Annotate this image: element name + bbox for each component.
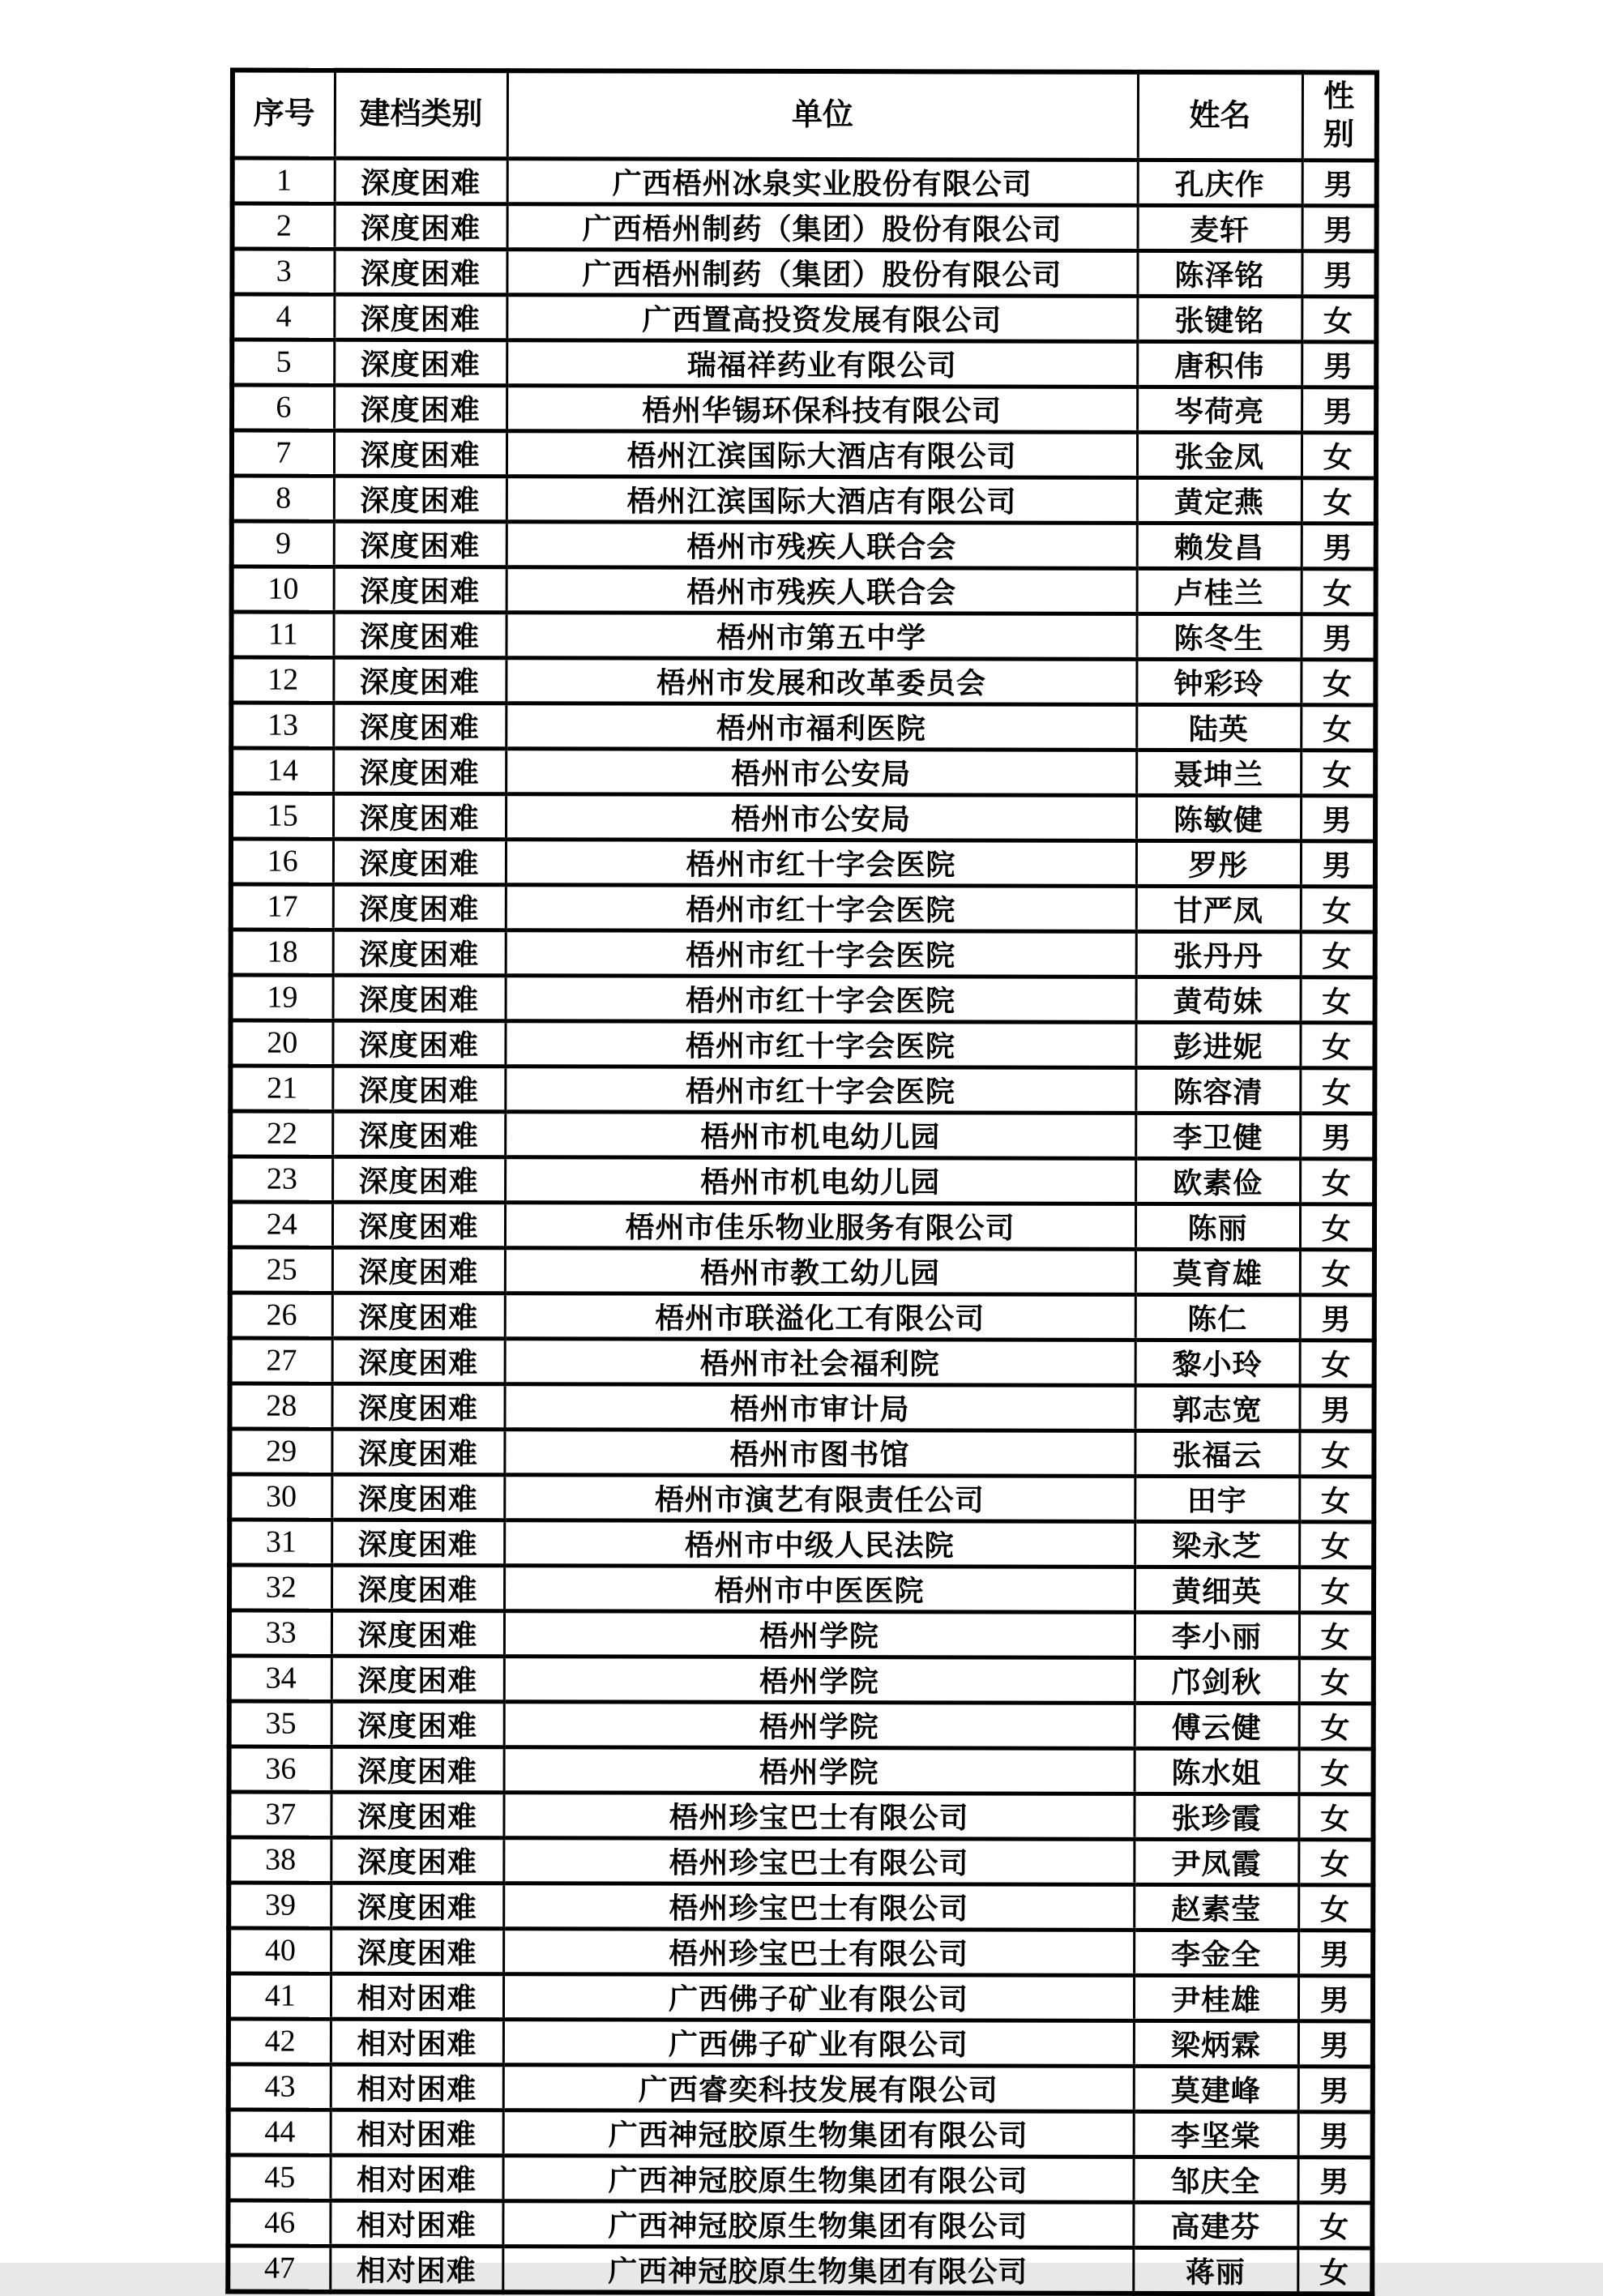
cell-gender: 女 [1299,1567,1374,1612]
cell-category: 深度困难 [331,1565,504,1610]
table-row [230,1066,1374,1114]
cell-category: 相对困难 [331,1973,503,2019]
cell-name: 陆英 [1136,704,1301,750]
cell-category: 深度困难 [331,1383,504,1429]
table-row [229,1474,1374,1522]
cell-name: 莫建峰 [1134,2066,1298,2111]
roster-table [225,68,1379,2296]
cell-gender: 女 [1299,1748,1374,1794]
cell-unit: 梧州市教工幼儿园 [505,1247,1135,1294]
table-row [229,1565,1374,1613]
cell-category: 深度困难 [334,294,507,340]
cell-unit: 广西神冠胶原生物集团有限公司 [502,2246,1133,2293]
cell-index: 8 [232,476,334,521]
cell-index: 38 [229,1837,331,1883]
cell-unit: 广西佛子矿业有限公司 [503,1973,1134,2020]
cell-category: 深度困难 [332,1293,505,1338]
table-row [230,1202,1374,1250]
table-row [228,2155,1372,2203]
cell-name: 赵素莹 [1134,1884,1298,1930]
cell-unit: 梧州市红十字会医院 [506,839,1136,886]
cell-unit: 广西睿奕科技发展有限公司 [503,2064,1134,2111]
cell-name: 卢桂兰 [1137,568,1302,614]
cell-category: 深度困难 [331,1792,503,1837]
cell-index: 39 [229,1883,331,1928]
table-row [230,1020,1374,1068]
cell-name: 罗彤 [1136,840,1301,886]
cell-category: 相对困难 [331,2064,503,2110]
table-row [230,1157,1374,1204]
cell-category: 深度困难 [334,521,507,567]
cell-category: 深度困难 [331,1656,504,1701]
header-name: 姓名 [1138,72,1302,160]
table-row [229,1973,1373,2021]
cell-category: 深度困难 [334,385,507,430]
cell-name: 聂坤兰 [1136,750,1301,795]
cell-name: 钟彩玲 [1136,659,1301,704]
cell-category: 深度困难 [335,158,507,203]
cell-unit: 梧州市演艺有限责任公司 [504,1474,1135,1521]
cell-index: 1 [233,158,335,203]
header-gender: 性别 [1302,72,1377,160]
cell-index: 14 [231,748,333,793]
cell-name: 甘严凤 [1136,886,1301,931]
cell-name: 岑荷亮 [1137,387,1302,432]
cell-gender: 女 [1300,1249,1374,1294]
cell-index: 32 [229,1565,331,1610]
cell-category: 深度困难 [333,612,506,657]
cell-unit: 梧州华锡环保科技有限公司 [507,385,1137,432]
cell-name: 张珍霞 [1134,1794,1298,1839]
cell-category: 相对困难 [330,2246,502,2292]
cell-unit: 梧州市机电幼儿园 [505,1157,1135,1204]
cell-gender: 女 [1299,1612,1374,1657]
cell-gender: 女 [1300,1340,1374,1385]
cell-unit: 梧州市公安局 [506,748,1136,795]
table-row [231,612,1375,660]
table-row [230,1247,1374,1295]
header-category: 建档类别 [335,71,507,158]
cell-gender: 男 [1298,2111,1373,2157]
cell-category: 深度困难 [333,975,506,1020]
cell-name: 黄细英 [1135,1567,1299,1612]
cell-category: 深度困难 [332,1338,505,1383]
cell-category: 深度困难 [334,430,507,476]
cell-unit: 梧州市福利医院 [506,703,1136,750]
cell-name: 孔庆作 [1138,160,1302,205]
cell-unit: 梧州市图书馆 [504,1429,1135,1476]
cell-category: 深度困难 [335,203,507,249]
cell-gender: 女 [1302,432,1376,477]
cell-gender: 女 [1298,1839,1373,1884]
cell-gender: 男 [1301,614,1375,659]
cell-index: 41 [229,1973,331,2019]
cell-index: 15 [231,793,333,839]
cell-name: 黄定燕 [1137,477,1302,523]
cell-index: 34 [229,1656,331,1701]
cell-gender: 女 [1300,1067,1374,1113]
table-row [228,2246,1372,2294]
cell-name: 李金全 [1134,1930,1298,1975]
cell-name: 唐积伟 [1137,341,1302,387]
header-unit: 单位 [507,71,1138,160]
cell-index: 29 [229,1429,331,1474]
roster-table-wrap [225,68,1374,2296]
table-row [229,1837,1373,1885]
cell-category: 深度困难 [332,1066,505,1111]
cell-category: 深度困难 [331,1610,504,1656]
cell-unit: 广西神冠胶原生物集团有限公司 [503,2110,1134,2157]
cell-unit: 瑞福祥药业有限公司 [507,340,1137,387]
table-row [228,2200,1372,2248]
table-row [229,1747,1374,1794]
table-row [229,1656,1374,1704]
cell-unit: 梧州市发展和改革委员会 [506,657,1136,704]
cell-index: 22 [230,1111,332,1157]
table-row [232,476,1376,524]
cell-category: 深度困难 [333,793,506,839]
cell-name: 李小丽 [1135,1612,1299,1657]
cell-category: 深度困难 [333,930,506,975]
cell-name: 陈敏健 [1136,795,1301,840]
cell-name: 高建芬 [1133,2202,1297,2247]
cell-index: 31 [229,1520,331,1565]
cell-name: 莫育雄 [1135,1249,1300,1294]
cell-name: 尹桂雄 [1134,1975,1298,2020]
cell-index: 26 [230,1293,332,1338]
table-row [231,884,1375,932]
header-index: 序号 [233,71,335,158]
cell-unit: 广西梧州制药（集团）股份有限公司 [507,249,1137,296]
cell-gender: 男 [1300,1113,1374,1158]
cell-index: 10 [232,567,334,612]
cell-unit: 梧州珍宝巴士有限公司 [503,1928,1134,1975]
table-row [229,2019,1373,2067]
cell-gender: 女 [1300,1204,1374,1249]
cell-name: 张福云 [1135,1430,1299,1476]
cell-gender: 女 [1301,931,1375,977]
cell-name: 陈冬生 [1136,614,1301,659]
table-row [233,203,1377,251]
cell-index: 11 [231,612,333,657]
cell-index: 47 [228,2246,330,2292]
table-row [229,1701,1374,1749]
cell-gender: 男 [1302,160,1377,205]
cell-gender: 女 [1301,977,1375,1022]
cell-unit: 梧州市机电幼儿园 [505,1111,1135,1158]
table-body [228,158,1377,2294]
table-header [233,71,1377,160]
cell-gender: 女 [1302,296,1376,341]
cell-index: 13 [231,703,333,748]
cell-gender: 女 [1299,1657,1374,1703]
cell-category: 深度困难 [333,703,506,748]
cell-category: 深度困难 [334,340,507,385]
table-row [232,521,1376,569]
cell-gender: 女 [1297,2202,1372,2247]
cell-name: 陈水姐 [1135,1748,1299,1794]
cell-index: 45 [228,2155,330,2200]
table-row [230,1338,1374,1386]
cell-name: 欧素俭 [1135,1158,1300,1204]
table-row [229,2110,1373,2157]
cell-index: 19 [231,975,333,1020]
cell-unit: 梧州市审计局 [504,1383,1135,1430]
cell-name: 李坚棠 [1134,2111,1298,2157]
cell-category: 相对困难 [330,2200,502,2246]
cell-gender: 女 [1299,1430,1374,1476]
cell-index: 4 [232,294,334,340]
cell-unit: 广西梧州制药（集团）股份有限公司 [507,203,1138,250]
cell-index: 43 [229,2064,331,2110]
cell-index: 2 [233,203,335,249]
cell-name: 张金凤 [1137,432,1302,477]
table-row [229,1792,1373,1840]
cell-index: 5 [232,340,334,385]
table-row [232,249,1376,297]
cell-gender: 男 [1300,1294,1374,1340]
table-row [229,1928,1373,1976]
table-row [232,294,1376,342]
cell-gender: 女 [1298,1884,1373,1930]
cell-unit: 梧州市公安局 [506,793,1136,840]
cell-category: 深度困难 [334,249,507,294]
cell-index: 30 [229,1474,331,1520]
cell-unit: 梧州江滨国际大酒店有限公司 [507,476,1137,523]
cell-category: 深度困难 [331,1837,503,1883]
cell-index: 36 [229,1747,331,1792]
cell-name: 陈泽铭 [1137,250,1302,296]
cell-name: 黄苟妹 [1136,977,1301,1022]
cell-unit: 梧州市红十字会医院 [505,1066,1135,1113]
cell-name: 邹庆全 [1133,2157,1297,2202]
cell-gender: 男 [1302,205,1377,250]
cell-name: 麦轩 [1138,205,1302,250]
cell-category: 深度困难 [332,1247,505,1293]
cell-category: 深度困难 [334,567,507,612]
table-row [232,385,1376,433]
cell-gender: 女 [1301,704,1375,750]
cell-unit: 梧州江滨国际大酒店有限公司 [507,430,1137,477]
cell-gender: 男 [1298,2066,1373,2111]
cell-index: 9 [232,521,334,567]
cell-name: 李卫健 [1135,1113,1300,1158]
cell-gender: 男 [1297,2157,1372,2202]
table-row [231,748,1375,796]
cell-category: 深度困难 [333,839,506,884]
cell-index: 3 [232,249,334,294]
cell-name: 陈仁 [1135,1294,1300,1340]
cell-index: 40 [229,1928,331,1973]
cell-gender: 女 [1301,886,1375,931]
cell-name: 邝剑秋 [1135,1657,1299,1703]
cell-index: 16 [231,839,333,884]
cell-category: 深度困难 [331,1747,504,1792]
table-row [230,1111,1374,1159]
cell-unit: 梧州市第五中学 [506,612,1136,659]
cell-category: 深度困难 [333,748,506,793]
cell-index: 37 [229,1792,331,1837]
cell-index: 23 [230,1157,332,1202]
cell-gender: 男 [1298,1930,1373,1975]
cell-gender: 女 [1298,1794,1373,1839]
cell-unit: 梧州市中医医院 [504,1565,1135,1612]
table-row [229,1429,1374,1477]
cell-gender: 女 [1300,1158,1374,1204]
cell-gender: 男 [1302,387,1376,432]
table-row [229,1383,1374,1431]
cell-index: 27 [230,1338,332,1383]
cell-unit: 广西神冠胶原生物集团有限公司 [502,2200,1133,2247]
table-row [230,1293,1374,1340]
cell-unit: 广西置高投资发展有限公司 [507,294,1137,341]
cell-gender: 女 [1299,1521,1374,1567]
cell-unit: 梧州珍宝巴士有限公司 [503,1883,1134,1930]
cell-unit: 梧州市红十字会医院 [506,930,1136,977]
cell-gender: 男 [1298,2020,1373,2066]
cell-category: 深度困难 [333,657,506,703]
cell-name: 尹凤霞 [1134,1839,1298,1884]
cell-unit: 梧州学院 [504,1747,1135,1794]
cell-category: 深度困难 [333,884,506,930]
table-row [232,340,1376,387]
cell-category: 深度困难 [334,476,507,521]
cell-unit: 梧州市社会福利院 [505,1338,1135,1385]
cell-name: 梁炳霖 [1134,2020,1298,2066]
table-row [232,567,1376,614]
cell-index: 35 [229,1701,331,1747]
table-row [232,430,1376,478]
cell-unit: 梧州珍宝巴士有限公司 [503,1837,1134,1884]
table-row [233,158,1377,206]
cell-category: 深度困难 [332,1202,505,1247]
table-row [229,1520,1374,1567]
cell-unit: 梧州市红十字会医院 [506,884,1136,931]
table-row [229,2064,1373,2112]
cell-name: 郭志宽 [1135,1385,1299,1430]
cell-name: 黎小玲 [1135,1340,1300,1385]
header-row [233,71,1377,160]
cell-index: 46 [228,2200,330,2246]
cell-unit: 梧州市残疾人联合会 [507,567,1137,614]
cell-category: 深度困难 [332,1111,505,1157]
cell-category: 深度困难 [331,1520,504,1565]
cell-index: 20 [230,1020,332,1066]
cell-name: 张键铭 [1137,296,1302,341]
cell-gender: 女 [1302,568,1376,614]
table-row [229,1883,1373,1930]
cell-category: 深度困难 [331,1928,503,1973]
cell-gender: 女 [1301,750,1375,795]
cell-gender: 女 [1299,1476,1374,1521]
cell-unit: 广西梧州冰泉实业股份有限公司 [507,158,1138,205]
cell-unit: 广西神冠胶原生物集团有限公司 [502,2155,1133,2202]
cell-index: 21 [230,1066,332,1111]
cell-index: 7 [232,430,334,476]
cell-unit: 梧州学院 [504,1610,1135,1657]
table-row [231,975,1375,1023]
cell-gender: 男 [1301,840,1375,886]
table-row [231,657,1375,705]
cell-unit: 梧州学院 [504,1701,1135,1748]
cell-unit: 梧州市红十字会医院 [505,1020,1135,1067]
cell-name: 彭进妮 [1135,1022,1300,1067]
cell-index: 33 [229,1610,331,1656]
cell-unit: 梧州市联溢化工有限公司 [505,1293,1135,1340]
table-row [231,930,1375,977]
cell-category: 深度困难 [331,1474,504,1520]
cell-category: 相对困难 [330,2155,502,2200]
cell-category: 相对困难 [331,2019,503,2064]
cell-index: 42 [229,2019,331,2064]
cell-gender: 男 [1298,1975,1373,2020]
cell-category: 深度困难 [331,1701,504,1747]
cell-index: 24 [230,1202,332,1247]
cell-index: 28 [229,1383,331,1429]
cell-unit: 梧州学院 [504,1656,1135,1703]
cell-gender: 女 [1301,659,1375,704]
cell-index: 25 [230,1247,332,1293]
cell-gender: 男 [1302,341,1376,387]
cell-gender: 男 [1301,795,1375,840]
table-row [229,1610,1374,1658]
cell-index: 6 [232,385,334,430]
cell-index: 44 [229,2110,331,2155]
table-row [231,839,1375,887]
cell-gender: 男 [1299,1385,1374,1430]
cell-name: 陈丽 [1135,1204,1300,1249]
cell-unit: 梧州珍宝巴士有限公司 [503,1792,1134,1839]
cell-gender: 女 [1297,2247,1372,2294]
cell-unit: 梧州市中级人民法院 [504,1520,1135,1567]
cell-category: 深度困难 [332,1157,505,1202]
cell-category: 深度困难 [331,1883,503,1928]
cell-name: 梁永芝 [1135,1521,1299,1567]
cell-unit: 广西佛子矿业有限公司 [503,2019,1134,2066]
cell-name: 田宇 [1135,1476,1299,1521]
cell-gender: 女 [1299,1703,1374,1748]
cell-index: 18 [231,930,333,975]
cell-index: 12 [231,657,333,703]
table-row [231,793,1375,841]
cell-name: 蒋丽 [1133,2247,1297,2294]
cell-name: 张丹丹 [1136,931,1301,977]
cell-category: 相对困难 [331,2110,503,2155]
cell-unit: 梧州市红十字会医院 [506,975,1136,1022]
cell-gender: 男 [1302,250,1376,296]
cell-category: 深度困难 [331,1429,504,1474]
cell-gender: 女 [1302,477,1376,523]
cell-name: 赖发昌 [1137,523,1302,568]
cell-name: 陈容清 [1135,1067,1300,1113]
cell-name: 傅云健 [1135,1703,1299,1748]
cell-index: 17 [231,884,333,930]
table-row [231,703,1375,750]
cell-unit: 梧州市佳乐物业服务有限公司 [505,1202,1135,1249]
cell-category: 深度困难 [332,1020,505,1066]
cell-gender: 男 [1302,523,1376,568]
cell-unit: 梧州市残疾人联合会 [507,521,1137,568]
cell-gender: 女 [1300,1022,1374,1067]
